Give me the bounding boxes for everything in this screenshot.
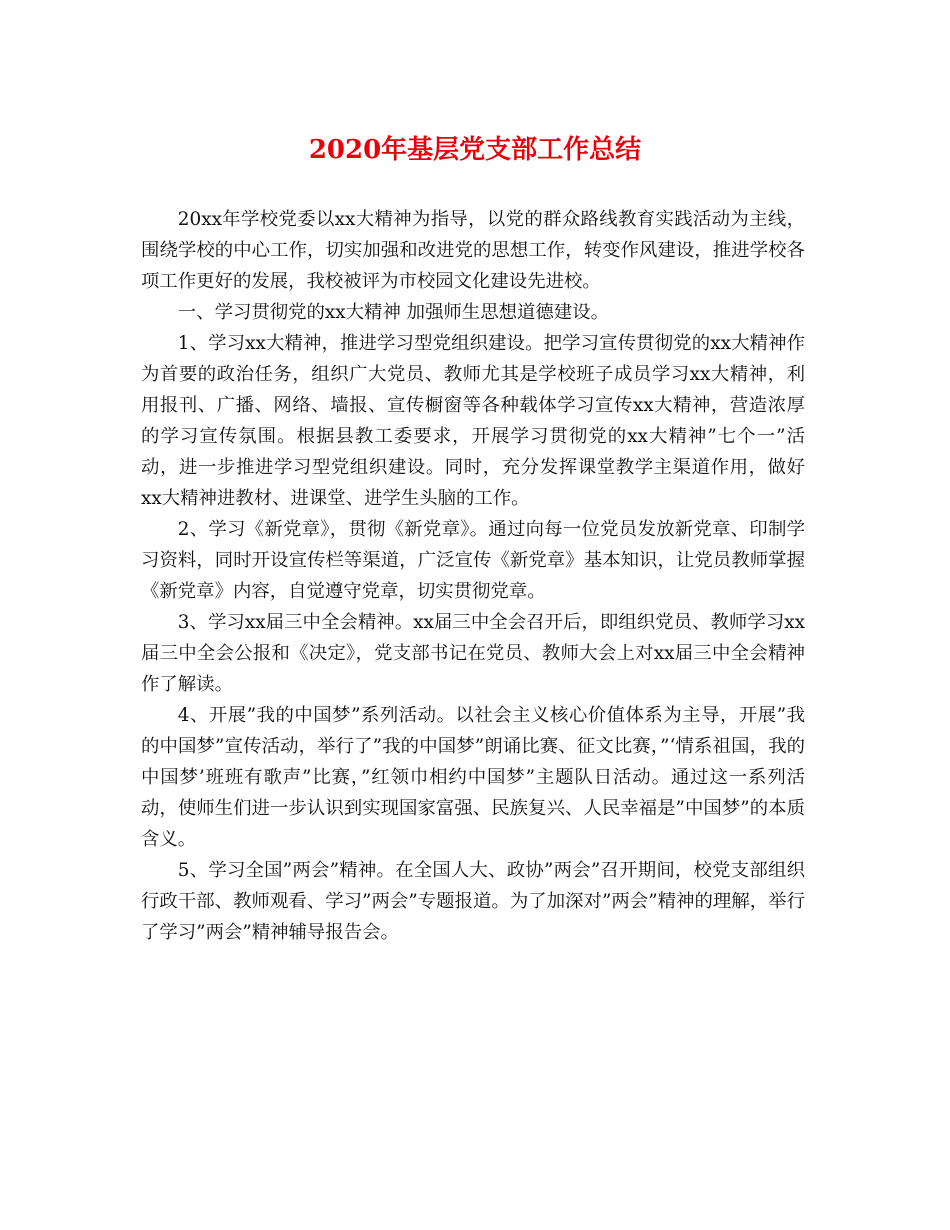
document-body [141, 204, 805, 948]
paragraph-section-heading: 一、学习贯彻党的xx大精神 加强师生思想道德建设。 [177, 302, 609, 323]
paragraph-item-3: 3、学习xx届三中全会精神。xx届三中全会召开后，即组织党员、教师学习xx届三中全会公报和《决定》，党支部书记在党员、教师大会上对xx届三中全会精神作了解读。 [141, 612, 805, 695]
paragraph-item-5: 5、学习全国”两会”精神。在全国人大、政协”两会”召开期间，校党支部组织行政干部、教师观看、学习”两会”专题报道。为了加深对”两会”精神的理解，举行了学习”两会”精神辅导报告会。 [141, 860, 805, 943]
paragraph-item-4: 4、开展”我的中国梦”系列活动。以社会主义核心价值体系为主导，开展”我的中国梦”宣传活动，举行了”我的中国梦”朗诵比赛、征文比赛，”‘情系祖国，我的中国梦’班班有歌声”比赛，”红领巾相约中国梦”主题队日活动。通过这一系列活动，使师生们进一步认识到实现国家富强、民族复兴、人民幸福是”中国梦”的本质含义。 [141, 705, 805, 850]
page-title: 2020年基层党支部工作总结 [308, 135, 642, 165]
paragraph-intro: 20xx年学校党委以xx大精神为指导，以党的群众路线教育实践活动为主线，围绕学校的中心工作，切实加强和改进党的思想工作，转变作风建设，推进学校各项工作更好的发展，我校被评为市校园文化建设先进校。 [141, 209, 805, 292]
paragraph-item-2: 2、学习《新党章》，贯彻《新党章》。通过向每一位党员发放新党章、印制学习资料，同时开设宣传栏等渠道，广泛宣传《新党章》基本知识，让党员教师掌握《新党章》内容，自觉遵守党章，切实贯彻党章。 [141, 519, 805, 602]
paragraph-item-1: 1、学习xx大精神，推进学习型党组织建设。把学习宣传贯彻党的xx大精神作为首要的政治任务，组织广大党员、教师尤其是学校班子成员学习xx大精神，利用报刊、广播、网络、墙报、宣传橱窗等各种载体学习宣传xx大精神，营造浓厚的学习宣传氛围。根据县教工委要求，开展学习贯彻党的xx大精神”七个一”活动，进一步推进学习型党组织建设。同时，充分发挥课堂教学主渠道作用，做好xx大精神进教材、进课堂、进学生头脑的工作。 [141, 333, 805, 509]
